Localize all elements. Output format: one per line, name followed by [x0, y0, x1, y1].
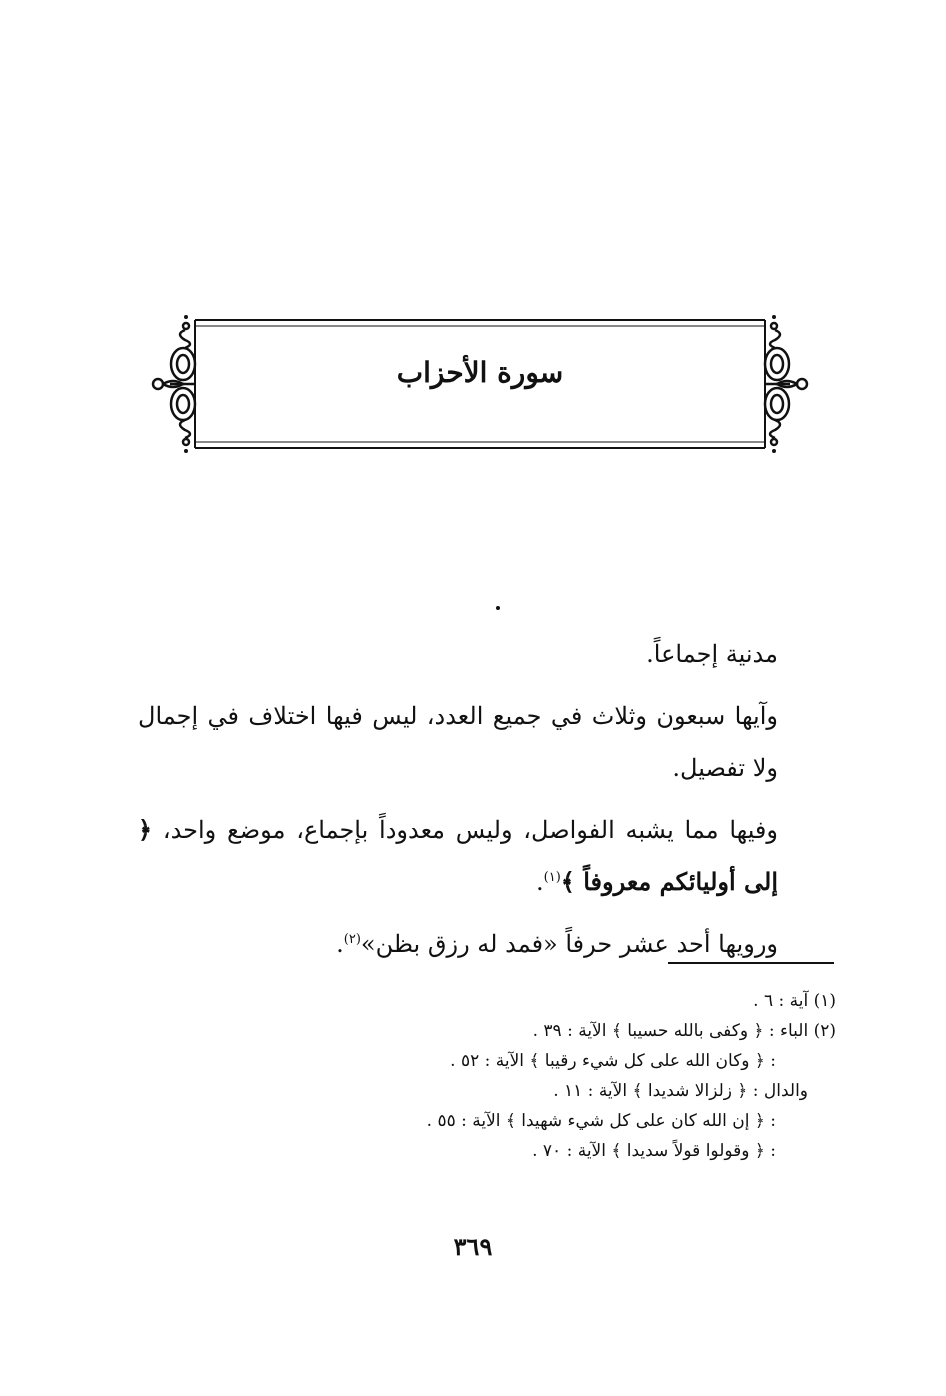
- footnote-1: (١) آية : ٦ .: [753, 991, 836, 1011]
- footnote-2-line-2: : ﴿ وكان الله على كل شيء رقيبا ﴾ الآية : ٥٢ .: [450, 1051, 776, 1071]
- main-text: [138, 628, 778, 980]
- paragraph-revelation: مدنية إجماعاً.: [646, 640, 778, 668]
- paragraph-fawasil: [138, 804, 778, 908]
- rhyme-text: ورويها أحد عشر حرفاً «فمد له رزق بظن»: [360, 930, 778, 958]
- footnote-2-line-1: (٢) الباء : ﴿ وكفى بالله حسيبا ﴾ الآية : ٣٩ .: [532, 1021, 836, 1041]
- footnote-ref-2[interactable]: (٢): [343, 932, 361, 947]
- footnote-2-line-5: : ﴿ وقولوا قولاً سديدا ﴾ الآية : ٧٠ .: [532, 1141, 776, 1161]
- footnote-ref-1[interactable]: (١): [543, 870, 561, 885]
- decorative-dot: [496, 606, 500, 610]
- fawasil-end: .: [536, 868, 544, 896]
- footnote-2-line-4: : ﴿ إن الله كان على كل شيء شهيدا ﴾ الآية : ٥٥ .: [426, 1111, 776, 1131]
- footnote-separator: [668, 962, 834, 964]
- footnote-2-line-3: والدال : ﴿ زلزالا شديدا ﴾ الآية : ١١ .: [553, 1081, 808, 1101]
- surah-title-frame: [140, 308, 820, 460]
- quran-quote: ﴿ إلى أوليائكم معروفاً ﴾: [138, 815, 778, 896]
- paragraph-verse-count: وآيها سبعون وثلاث في جميع العدد، ليس فيها اختلاف في إجمال ولا تفصيل.: [138, 702, 778, 782]
- page-number: ٣٦٩: [453, 1232, 493, 1261]
- footnotes: [320, 986, 836, 1166]
- surah-title: سورة الأحزاب: [396, 356, 564, 389]
- rhyme-end: .: [336, 930, 344, 958]
- fawasil-text: وفيها مما يشبه الفواصل، وليس معدوداً بإجماع، موضع واحد،: [152, 816, 778, 844]
